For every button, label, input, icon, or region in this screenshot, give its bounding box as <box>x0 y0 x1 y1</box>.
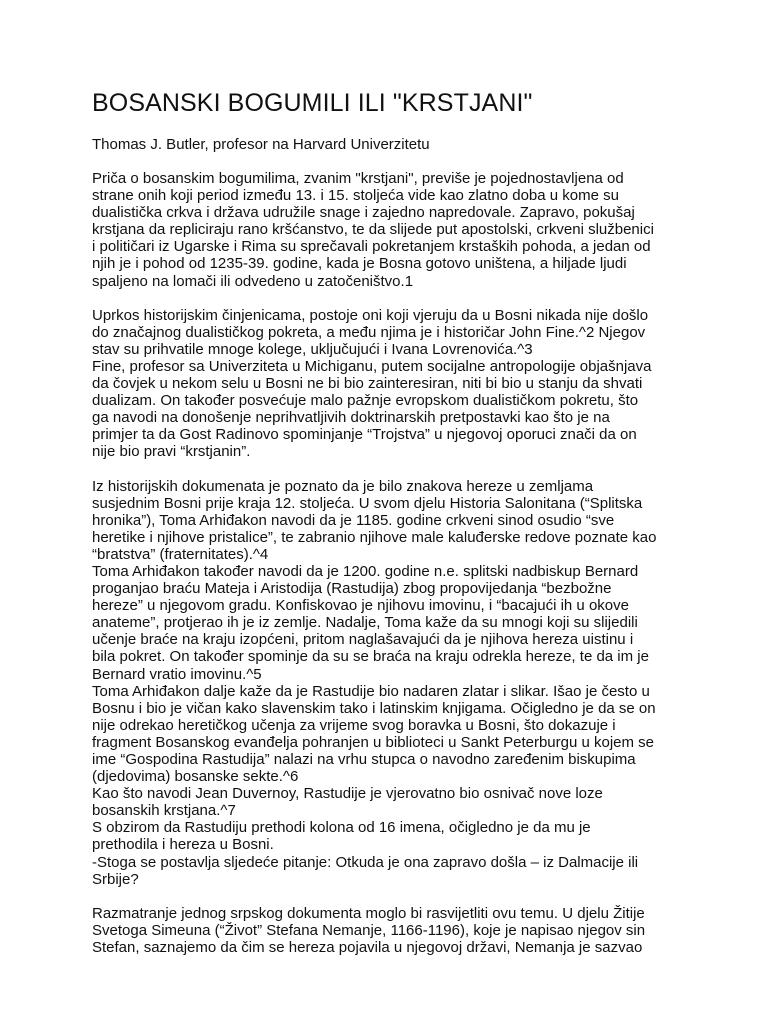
text-line: Toma Arhiđakon također navodi da je 1200. godine n.e. splitski nadbiskup Bernard <box>92 562 639 580</box>
text-line: Kao što navodi Jean Duvernoy, Rastudije je vjerovatno bio osnivač nove loze <box>92 785 603 803</box>
text-line: anateme”, protjerao ih je iz zemlje. Nadalje, Toma kaže da su mnogi koji su slijedili <box>92 614 638 632</box>
text-line: proganjao braću Mateja i Aristodija (Rastudija) zbog propovijedanja “bezbožne <box>92 580 612 598</box>
text-line: i političari iz Ugarske i Rima su sprečavali pokretanjem krstaških pohoda, a jedan od <box>92 238 651 256</box>
text-line: stav su prihvatile mnoge kolege, uključujući i Ivana Lovrenovića.^3 <box>92 340 533 358</box>
paragraph-gap <box>92 290 708 307</box>
text-line: nije odrekao heretičkog učenja za vrijeme svog boravka u Bosni, što dokazuje i <box>92 716 616 734</box>
paragraph <box>92 478 708 888</box>
text-line: Toma Arhiđakon dalje kaže da je Rastudije bio nadaren zlatar i slikar. Išao je često u <box>92 682 650 700</box>
text-line: ga navodi na donošenje neprihvatljivih doktrinarskih pretpostavki kao što je na <box>92 409 610 427</box>
paragraph-gap <box>92 461 708 478</box>
text-line: učenje braće na kraju izopćeni, pritom naglašavajući da je njihova hereza uistinu i <box>92 631 634 649</box>
text-line: krstjana da repliciraju rano kršćanstvo, te da slijede put apostolski, crkveni službenici <box>92 221 654 239</box>
text-line: do značajnog dualističkog pokreta, a među njima je i historičar John Fine.^2 Njegov <box>92 323 646 341</box>
text-line: Srbije? <box>92 870 139 888</box>
text-line: Uprkos historijskim činjenicama, postoje oni koji vjeruju da u Bosni nikada nije došlo <box>92 306 649 324</box>
text-line: Stefan, saznajemo da čim se hereza pojavila u njegovoj državi, Nemanja je sazvao <box>92 938 643 956</box>
text-line: Fine, profesor sa Univerziteta u Michiganu, putem socijalne antropologije objašnjava <box>92 357 652 375</box>
text-line: strane onih koji period između 13. i 15. stoljeća vide kao zlatno doba u kome su <box>92 187 619 205</box>
text-line: “bratstva” (fraternitates).^4 <box>92 545 269 563</box>
text-line: ime “Gospodina Rastudija” nalazi na vrhu stupca o navodno zaređenim biskupima <box>92 751 636 768</box>
text-line: bosanskih krstjana.^7 <box>92 802 236 820</box>
text-line: da čovjek u nekom selu u Bosni ne bi bio zainteresiran, niti bi bio u stanju da shvati <box>92 375 643 393</box>
text-line: primjer ta da Gost Radinovo spominjanje “Trojstva” u njegovoj oporuci znači da on <box>92 426 637 444</box>
text-line: njih je i pohod od 1235-39. godine, kada je Bosna gotovo uništena, a hiljade ljudi <box>92 255 627 273</box>
text-line: hereze” u njegovom gradu. Konfiskovao je njihovu imovinu, i “bacajući ih u okove <box>92 597 629 615</box>
text-line: dualistička crkva i država udružile snage i zajedno napredovale. Zapravo, pokušaj <box>92 204 635 222</box>
text-line: prethodila i hereza u Bosni. <box>92 836 274 854</box>
paragraph <box>92 905 708 956</box>
text-line: nije bio pravi “krstjanin”. <box>92 443 251 461</box>
text-line: bila pokret. On također spominje da su se braća na kraju odrekla hereze, te da im je <box>92 648 649 666</box>
paragraph <box>92 307 708 461</box>
text-line: S obzirom da Rastudiju prethodi kolona od 16 imena, očigledno je da mu je <box>92 819 591 837</box>
text-line: susjednim Bosni prije kraja 12. stoljeća. U svom djelu Historia Salonitana (“Splitska <box>92 494 643 512</box>
text-line: Svetoga Simeuna (“Život” Stefana Nemanje, 1166-1196), koje je napisao njegov sin <box>92 921 646 939</box>
text-line: dualizam. On također posvećuje malo pažnje evropskom dualističkom pokretu, što <box>92 392 639 410</box>
document-title: BOSANSKI BOGUMILI ILI "KRSTJANI" <box>92 89 533 117</box>
text-line: hronika”), Toma Arhiđakon navodi da je 1185. godine crkveni sinod osudio “sve <box>92 511 615 529</box>
text-line: Iz historijskih dokumenata je poznato da je bilo znakova hereze u zemljama <box>92 477 594 495</box>
text-line: Razmatranje jednog srpskog dokumenta moglo bi rasvijetliti ovu temu. U djelu Žitije <box>92 904 645 922</box>
paragraph <box>92 170 708 290</box>
text-line: Priča o bosanskim bogumilima, zvanim "krstjani", previše je pojednostavljena od <box>92 170 624 187</box>
text-line: heretike i njihove pristalice”, te zabranio njihove male kaluđerske redove poznate kao <box>92 528 657 546</box>
paragraph-gap <box>92 888 708 905</box>
text-line: fragment Bosanskog evanđelja pohranjen u biblioteci u Sankt Peterburgu u kojem se <box>92 733 655 751</box>
text-line: -Stoga se postavlja sljedeće pitanje: Otkuda je ona zapravo došla – iz Dalmacije ili <box>92 853 639 871</box>
text-line: Bernard vratio imovinu.^5 <box>92 665 262 683</box>
text-line: Bosnu i bio je vičan kako slavenskim tako i latinskim knjigama. Očigledno je da se on <box>92 699 656 717</box>
text-line: (djedovima) bosanske sekte.^6 <box>92 768 299 786</box>
document-body <box>92 170 708 956</box>
document-author: Thomas J. Butler, profesor na Harvard Univerzitetu <box>92 136 430 153</box>
text-line: spaljeno na lomači ili odvedeno u zatočeništvo.1 <box>92 272 414 290</box>
